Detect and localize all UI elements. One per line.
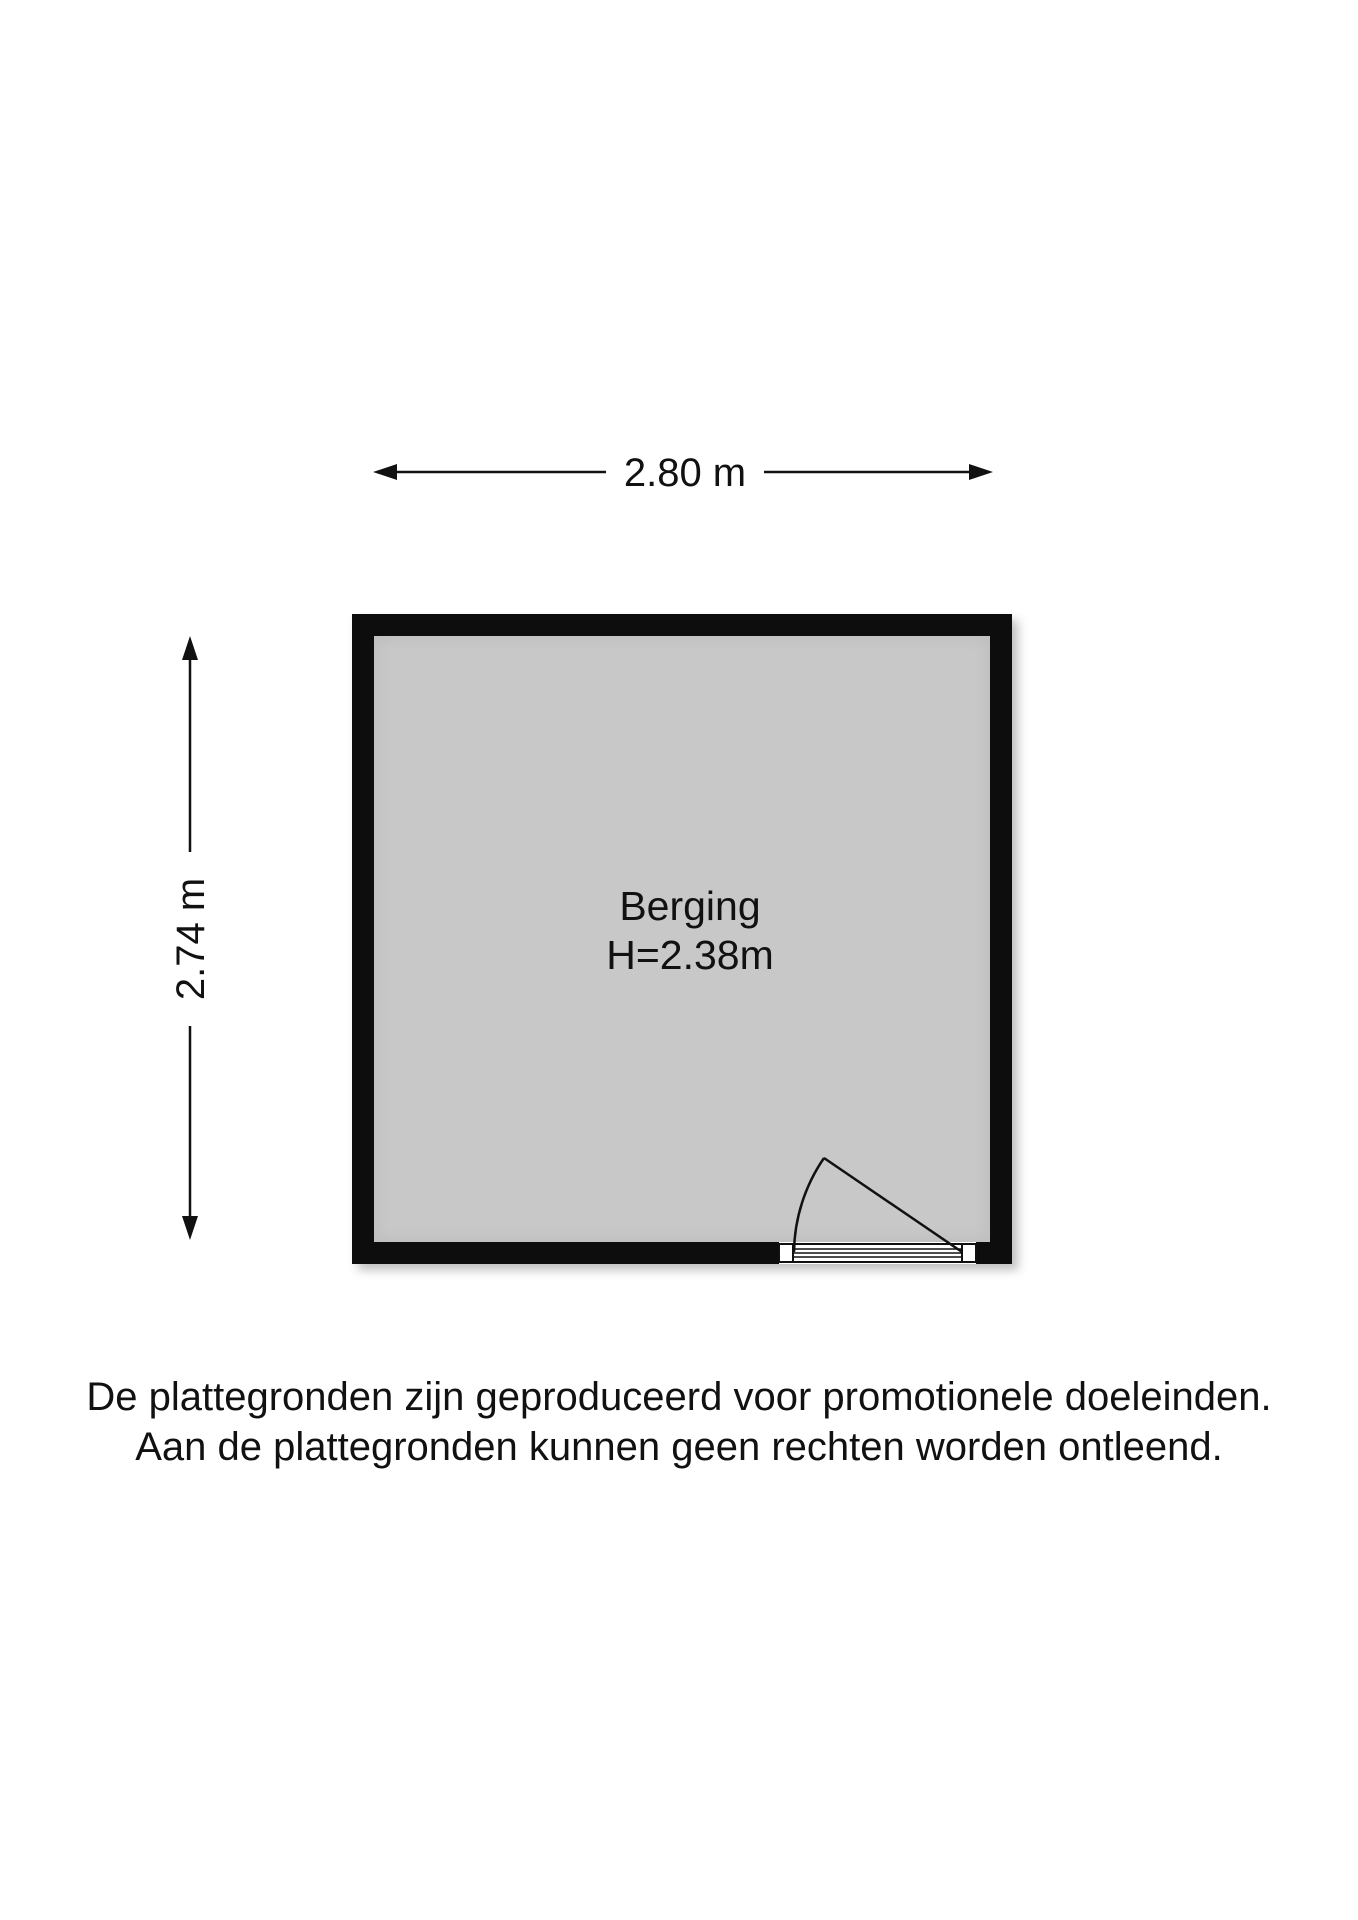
- room-berging: [352, 614, 1012, 1264]
- room-name: Berging: [619, 883, 761, 929]
- disclaimer-line-1: De plattegronden zijn geproduceerd voor promotionele doeleinden.: [86, 1375, 1272, 1419]
- arrow-left-icon: [373, 464, 397, 480]
- width-label: 2.80 m: [623, 451, 747, 495]
- arrow-right-icon: [969, 464, 993, 480]
- arrow-down-icon: [182, 1216, 198, 1240]
- depth-label: 2.74 m: [169, 877, 213, 1001]
- arrow-up-icon: [182, 636, 198, 660]
- disclaimer-line-2: Aan de plattegronden kunnen geen rechten worden ontleend.: [135, 1425, 1223, 1469]
- depth-dimension: [169, 636, 213, 1240]
- room-height: H=2.38m: [606, 932, 774, 978]
- disclaimer: [0, 1372, 1358, 1472]
- width-dimension: [373, 451, 993, 495]
